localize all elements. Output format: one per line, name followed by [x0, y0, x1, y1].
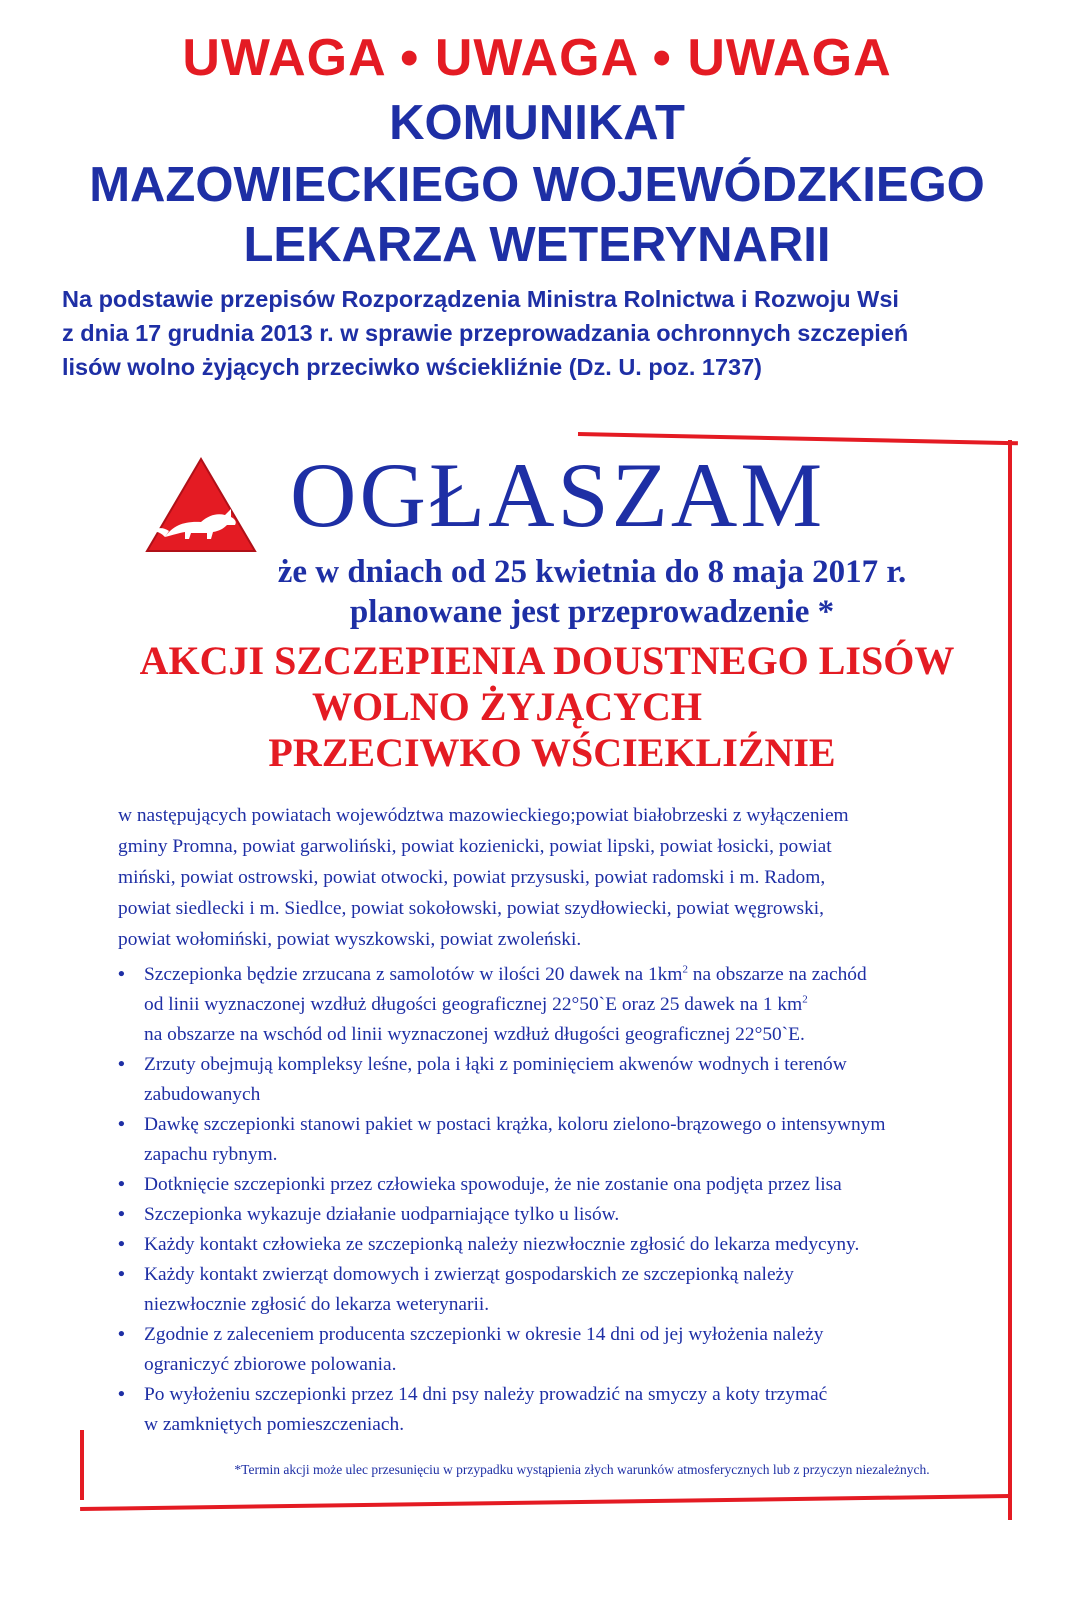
footnote-text: *Termin akcji może ulec przesunięciu w przypadku wystąpienia złych warunków atmosferycznych lub z przyczyn niezależnych.: [234, 1462, 930, 1477]
dates-block: [0, 552, 1074, 632]
list-item: [118, 1230, 978, 1260]
paragraph-line: w następujących powiatach województwa mazowieckiego;powiat białobrzeski z wyłączeniem: [118, 805, 849, 826]
title-line-3: LEKARZA WETERYNARII: [243, 218, 831, 272]
legal-basis: [62, 282, 1022, 384]
bullet-text: Szczepionka będzie zrzucana z samolotów w ilości 20 dawek na 1km: [144, 964, 683, 985]
bullet-icon: •: [118, 1054, 125, 1075]
list-item-line: Dotknięcie szczepionki przez człowieka spowoduje, że nie zostanie ona podjęta przez lisa: [144, 1174, 842, 1195]
list-item-line: Dawkę szczepionki stanowi pakiet w postaci krążka, koloru zielono-brązowego o intensywnym: [144, 1114, 886, 1135]
action-line: WOLNO ŻYJĄCYCH: [311, 684, 703, 729]
superscript: 2: [682, 963, 688, 976]
fox-warning-triangle-icon: [143, 455, 259, 555]
paragraph-line: powiat siedlecki i m. Siedlce, powiat sokołowski, powiat szydłowiecki, powiat węgrowski,: [118, 898, 825, 919]
rules-list: [118, 960, 978, 1440]
title-line-2: MAZOWIECKIEGO WOJEWÓDZKIEGO: [89, 158, 985, 212]
list-item-line: Zrzuty obejmują kompleksy leśne, pola i łąki z pominięciem akwenów wodnych i terenów: [144, 1054, 847, 1075]
bullet-icon: •: [118, 1114, 125, 1135]
legal-line: Na podstawie przepisów Rozporządzenia Ministra Rolnictwa i Rozwoju Wsi: [62, 286, 899, 312]
list-item-line: Szczepionka wykazuje działanie uodparniające tylko u lisów.: [144, 1204, 620, 1225]
dates-line: planowane jest przeprowadzenie *: [349, 594, 835, 630]
list-item: [118, 1260, 978, 1320]
list-item: [118, 1320, 978, 1380]
list-item: [118, 1170, 978, 1200]
list-item: [118, 1110, 978, 1170]
bullet-icon: •: [118, 1324, 125, 1345]
list-item-line: Każdy kontakt zwierząt domowych i zwierząt gospodarskich ze szczepionką należy: [144, 1264, 794, 1285]
paragraph-line: powiat wołomiński, powiat wyszkowski, powiat zwoleński.: [118, 929, 582, 950]
list-item-line: [144, 960, 978, 990]
title-line-1: KOMUNIKAT: [389, 96, 685, 150]
list-item: [118, 960, 978, 1050]
bullet-icon: •: [118, 1264, 125, 1285]
list-item-line: ograniczyć zbiorowe polowania.: [144, 1354, 397, 1375]
bullet-icon: •: [118, 964, 125, 985]
list-item-line: w zamkniętych pomieszczeniach.: [144, 1414, 405, 1435]
list-item-line: Zgodnie z zaleceniem producenta szczepionki w okresie 14 dni od jej wyłożenia należy: [144, 1324, 824, 1345]
action-line: AKCJI SZCZEPIENIA DOUSTNEGO LISÓW: [139, 638, 955, 683]
list-item: [118, 1380, 978, 1440]
bullet-icon: •: [118, 1384, 125, 1405]
legal-line: z dnia 17 grudnia 2013 r. w sprawie przeprowadzania ochronnych szczepień: [62, 320, 909, 346]
dates-line: że w dniach od 25 kwietnia do 8 maja 2017 r.: [277, 554, 907, 590]
action-line: PRZECIWKO WŚCIEKLIŹNIE: [268, 730, 836, 775]
list-item-line: zabudowanych: [144, 1084, 261, 1105]
list-item-line: Każdy kontakt człowieka ze szczepionką należy niezwłocznie zgłosić do lekarza medycyny.: [144, 1234, 860, 1255]
paragraph-line: gminy Promna, powiat garwoliński, powiat kozienicki, powiat lipski, powiat łosicki, powiat: [118, 836, 832, 857]
list-item-line: [144, 990, 978, 1020]
list-item-line: na obszarze na wschód od linii wyznaczonej wzdłuż długości geograficznej 22°50`E.: [144, 1024, 805, 1045]
footnote: [0, 1462, 1074, 1478]
announcement-headline: OGŁASZAM: [290, 444, 826, 546]
list-item-line: Po wyłożeniu szczepionki przez 14 dni psy należy prowadzić na smyczy a koty trzymać: [144, 1384, 828, 1405]
bullet-icon: •: [118, 1174, 125, 1195]
action-title: [0, 638, 1074, 776]
list-item: [118, 1200, 978, 1230]
bullet-icon: •: [118, 1204, 125, 1225]
superscript: 2: [802, 993, 808, 1006]
districts-paragraph: [118, 800, 976, 955]
bullet-icon: •: [118, 1234, 125, 1255]
frame-bottom-border: [80, 1494, 1010, 1511]
list-item-line: zapachu rybnym.: [144, 1144, 278, 1165]
paragraph-line: miński, powiat ostrowski, powiat otwocki, powiat przysuski, powiat radomski i m. Radom,: [118, 867, 826, 888]
list-item-line: niezwłocznie zgłosić do lekarza weterynarii.: [144, 1294, 490, 1315]
bullet-text: na obszarze na zachód: [687, 964, 867, 985]
list-item: [118, 1050, 978, 1110]
legal-line: lisów wolno żyjących przeciwko wściekliźnie (Dz. U. poz. 1737): [62, 354, 762, 380]
alert-banner: UWAGA • UWAGA • UWAGA: [182, 29, 892, 87]
bullet-text: od linii wyznaczonej wzdłuż długości geograficznej 22°50`E oraz 25 dawek na 1 km: [144, 994, 803, 1015]
